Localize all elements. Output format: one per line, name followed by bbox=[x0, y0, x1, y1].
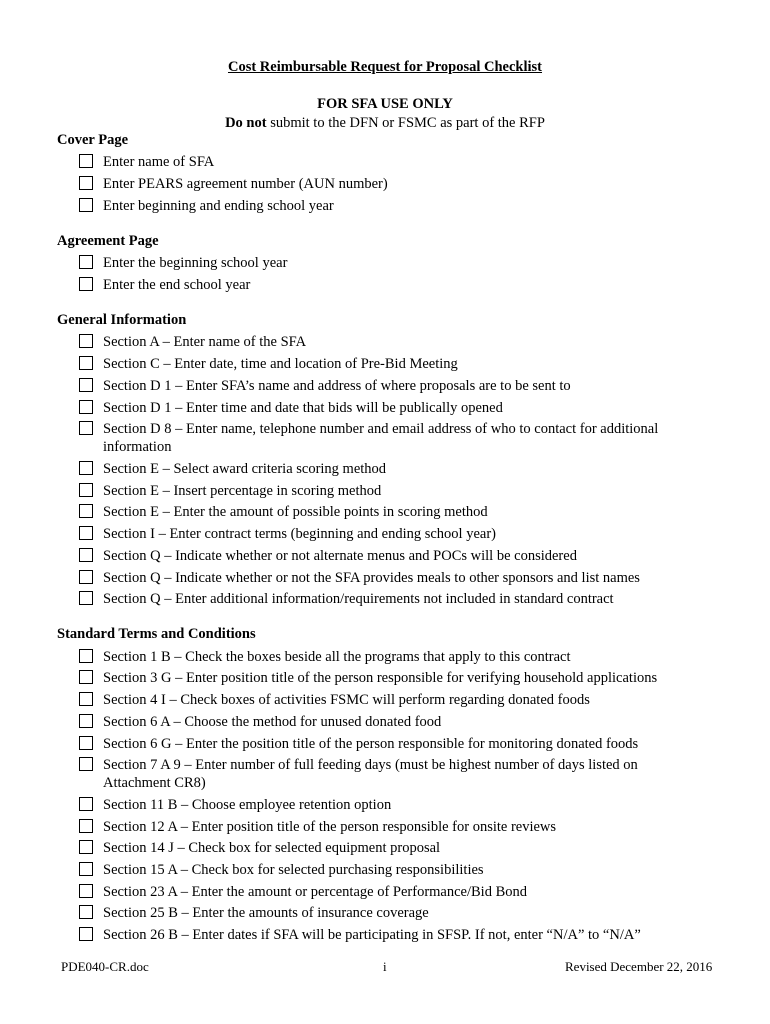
checklist-item bbox=[79, 503, 699, 521]
checkbox[interactable] bbox=[79, 714, 93, 728]
checklist-item-label: Section 7 A 9 – Enter number of full feeding days (must be highest number of days listed on Attachment CR8) bbox=[103, 757, 638, 791]
checklist-item bbox=[79, 926, 699, 944]
checklist-item bbox=[79, 420, 699, 456]
checklist-item-label: Section D 1 – Enter time and date that bids will be publically opened bbox=[103, 400, 503, 416]
checklist-item-label: Section 14 J – Check box for selected equipment proposal bbox=[103, 840, 441, 856]
checklist-item-label: Section 26 B – Enter dates if SFA will be participating in SFSP. If not, enter “N/A” to “N/A” bbox=[103, 927, 641, 943]
section-heading: Agreement Page bbox=[57, 233, 159, 249]
checklist-item-label: Section Q – Enter additional information/requirements not included in standard contract bbox=[103, 591, 614, 607]
checkbox[interactable] bbox=[79, 334, 93, 348]
checklist-item bbox=[79, 399, 699, 417]
checklist-item bbox=[79, 904, 699, 922]
section-heading: Cover Page bbox=[57, 132, 128, 148]
checkbox[interactable] bbox=[79, 649, 93, 663]
checkbox[interactable] bbox=[79, 483, 93, 497]
checklist-item-label: Section 25 B – Enter the amounts of insurance coverage bbox=[103, 905, 429, 921]
footer-revised-date: Revised December 22, 2016 bbox=[565, 959, 713, 974]
checklist-item bbox=[79, 197, 699, 215]
checkbox[interactable] bbox=[79, 198, 93, 212]
checkbox[interactable] bbox=[79, 461, 93, 475]
checklist-item bbox=[79, 547, 699, 565]
checklist-item-label: Section A – Enter name of the SFA bbox=[103, 334, 307, 350]
checkbox[interactable] bbox=[79, 591, 93, 605]
checklist-item-label: Section 4 I – Check boxes of activities FSMC will perform regarding donated foods bbox=[103, 692, 590, 708]
checkbox[interactable] bbox=[79, 884, 93, 898]
checklist-item-label: Enter the end school year bbox=[103, 277, 251, 293]
checklist-item bbox=[79, 590, 699, 608]
use-only-notice: FOR SFA USE ONLY bbox=[317, 96, 453, 112]
checkbox[interactable] bbox=[79, 736, 93, 750]
section-heading: General Information bbox=[57, 312, 187, 328]
checklist-item-label: Section 15 A – Check box for selected purchasing responsibilities bbox=[103, 862, 484, 878]
checkbox[interactable] bbox=[79, 905, 93, 919]
submit-note bbox=[0, 115, 770, 132]
checklist-item bbox=[79, 355, 699, 373]
checklist-item bbox=[79, 276, 699, 294]
checklist-item-label: Section E – Select award criteria scoring method bbox=[103, 461, 387, 477]
checklist-item-label: Enter the beginning school year bbox=[103, 255, 288, 271]
checklist-item-label: Enter beginning and ending school year bbox=[103, 198, 334, 214]
checklist-item bbox=[79, 175, 699, 193]
checkbox[interactable] bbox=[79, 526, 93, 540]
checkbox[interactable] bbox=[79, 378, 93, 392]
checkbox[interactable] bbox=[79, 757, 93, 771]
checkbox[interactable] bbox=[79, 670, 93, 684]
checkbox[interactable] bbox=[79, 277, 93, 291]
checklist-item bbox=[79, 818, 699, 836]
checklist-item bbox=[79, 254, 699, 272]
footer-filename: PDE040-CR.doc bbox=[61, 959, 149, 974]
checkbox[interactable] bbox=[79, 176, 93, 190]
submit-note-rest: submit to the DFN or FSMC as part of the RFP bbox=[266, 115, 545, 131]
checkbox[interactable] bbox=[79, 692, 93, 706]
checklist-item-label: Section E – Insert percentage in scoring method bbox=[103, 483, 382, 499]
checkbox[interactable] bbox=[79, 504, 93, 518]
checkbox[interactable] bbox=[79, 255, 93, 269]
checkbox[interactable] bbox=[79, 819, 93, 833]
checklist-item-label: Section 3 G – Enter position title of the person responsible for verifying household applications bbox=[103, 670, 658, 686]
checklist-item-label: Section 6 G – Enter the position title of the person responsible for monitoring donated foods bbox=[103, 736, 639, 752]
checkbox[interactable] bbox=[79, 570, 93, 584]
checkbox[interactable] bbox=[79, 797, 93, 811]
checklist-item-label: Section 23 A – Enter the amount or percentage of Performance/Bid Bond bbox=[103, 884, 528, 900]
checkbox[interactable] bbox=[79, 548, 93, 562]
checklist-item-label: Section Q – Indicate whether or not the SFA provides meals to other sponsors and list names bbox=[103, 570, 640, 586]
checklist-item bbox=[79, 482, 699, 500]
checkbox[interactable] bbox=[79, 421, 93, 435]
checklist-item bbox=[79, 333, 699, 351]
checklist-item-label: Section C – Enter date, time and location of Pre-Bid Meeting bbox=[103, 356, 458, 372]
checklist-item-label: Enter name of SFA bbox=[103, 154, 215, 170]
checkbox[interactable] bbox=[79, 356, 93, 370]
checkbox[interactable] bbox=[79, 154, 93, 168]
checkbox[interactable] bbox=[79, 927, 93, 941]
checklist-item-label: Section D 8 – Enter name, telephone number and email address of who to contact for additional information bbox=[103, 421, 659, 455]
checklist-item bbox=[79, 525, 699, 543]
checklist-item-label: Enter PEARS agreement number (AUN number) bbox=[103, 176, 388, 192]
checkbox[interactable] bbox=[79, 862, 93, 876]
checkbox[interactable] bbox=[79, 400, 93, 414]
checklist-item bbox=[79, 796, 699, 814]
checklist-item bbox=[79, 648, 699, 666]
checklist-item bbox=[79, 377, 699, 395]
checklist-item bbox=[79, 861, 699, 879]
checklist-item-label: Section Q – Indicate whether or not alternate menus and POCs will be considered bbox=[103, 548, 577, 564]
checklist-item bbox=[79, 691, 699, 709]
checklist-item bbox=[79, 883, 699, 901]
footer-page-number: i bbox=[383, 959, 387, 974]
checklist-item bbox=[79, 669, 699, 687]
checklist-item-label: Section 6 A – Choose the method for unused donated food bbox=[103, 714, 442, 730]
checklist-item bbox=[79, 839, 699, 857]
checklist-item bbox=[79, 735, 699, 753]
checklist-item bbox=[79, 460, 699, 478]
checklist-item bbox=[79, 713, 699, 731]
checklist-item-label: Section E – Enter the amount of possible points in scoring method bbox=[103, 504, 488, 520]
submit-note-bold: Do not bbox=[225, 115, 267, 131]
checklist-item-label: Section I – Enter contract terms (beginning and ending school year) bbox=[103, 526, 496, 542]
checkbox[interactable] bbox=[79, 840, 93, 854]
checklist-item-label: Section 12 A – Enter position title of the person responsible for onsite reviews bbox=[103, 819, 557, 835]
checklist-item bbox=[79, 153, 699, 171]
checklist-item bbox=[79, 569, 699, 587]
checklist-item-label: Section D 1 – Enter SFA’s name and address of where proposals are to be sent to bbox=[103, 378, 571, 394]
checklist-item-label: Section 1 B – Check the boxes beside all the programs that apply to this contract bbox=[103, 649, 571, 665]
page-title: Cost Reimbursable Request for Proposal Checklist bbox=[227, 59, 543, 75]
section-heading: Standard Terms and Conditions bbox=[57, 626, 256, 642]
checklist-item bbox=[79, 756, 699, 792]
checklist-item-label: Section 11 B – Choose employee retention option bbox=[103, 797, 392, 813]
